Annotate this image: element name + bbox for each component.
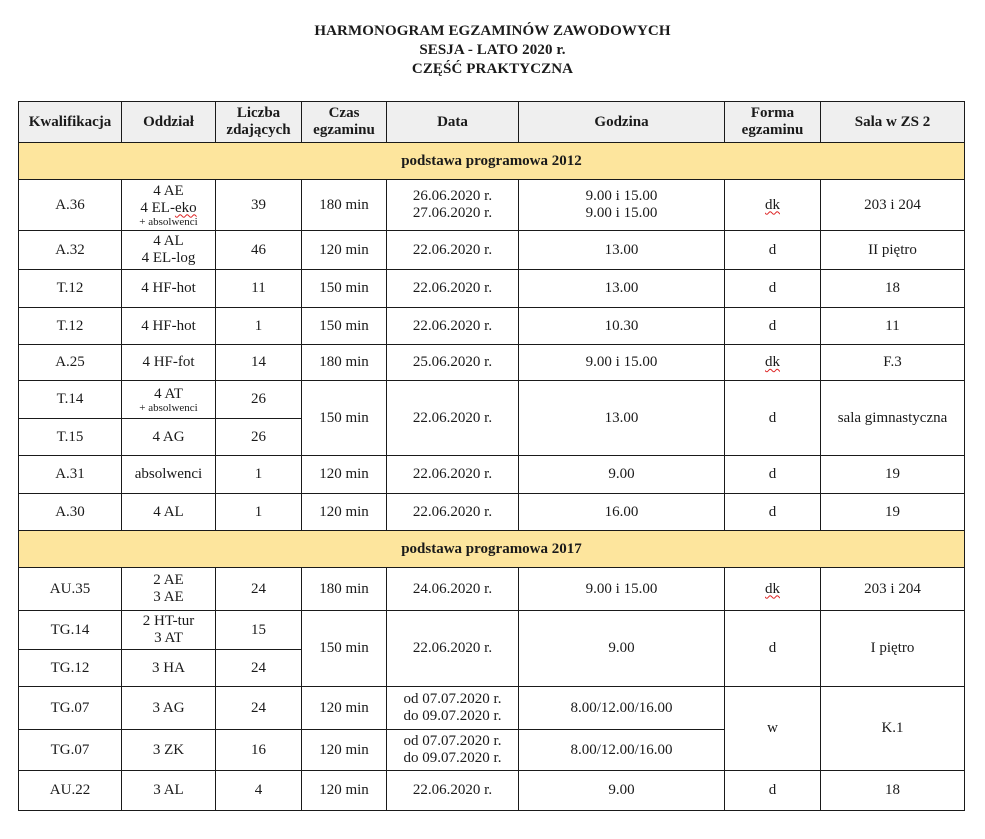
cell-data: 22.06.2020 r. (387, 231, 519, 270)
cell-data: 22.06.2020 r. (387, 456, 519, 494)
cell-godzina (519, 180, 725, 231)
cell-kwalifikacja: TG.07 (19, 730, 122, 771)
cell-oddzial (122, 180, 216, 231)
cell-forma: d (725, 270, 821, 308)
table-row (19, 270, 965, 308)
table-row (19, 345, 965, 381)
oddzial-line: 4 AT (154, 385, 183, 402)
header-text: Liczba (236, 105, 281, 121)
cell-forma: d (725, 231, 821, 270)
section-label: podstawa programowa 2017 (19, 531, 965, 568)
cell-liczba: 1 (216, 494, 302, 531)
table-row (19, 494, 965, 531)
cell-godzina: 8.00/12.00/16.00 (519, 687, 725, 730)
section-band (19, 143, 965, 180)
cell-czas: 150 min (302, 381, 387, 456)
cell-czas: 120 min (302, 456, 387, 494)
cell-liczba: 26 (216, 381, 302, 419)
cell-oddzial (122, 381, 216, 419)
table-row (19, 231, 965, 270)
cell-czas: 120 min (302, 730, 387, 771)
cell-godzina: 9.00 (519, 611, 725, 687)
forma-value: dk (765, 354, 780, 370)
cell-forma (725, 568, 821, 611)
section-band (19, 531, 965, 568)
cell-forma: d (725, 381, 821, 456)
cell-godzina: 13.00 (519, 270, 725, 308)
cell-liczba: 26 (216, 419, 302, 456)
title-line-1: HARMONOGRAM EGZAMINÓW ZAWODOWYCH (314, 23, 671, 39)
header-text: Czas (328, 105, 360, 121)
cell-godzina: 8.00/12.00/16.00 (519, 730, 725, 771)
cell-godzina: 9.00 (519, 771, 725, 811)
cell-kwalifikacja: T.12 (19, 270, 122, 308)
time-line: 9.00 i 15.00 (585, 205, 658, 221)
cell-liczba: 16 (216, 730, 302, 771)
cell-oddzial (122, 231, 216, 270)
header-text: egzaminu (313, 122, 375, 138)
cell-kwalifikacja: TG.12 (19, 650, 122, 687)
header-czas (302, 102, 387, 143)
cell-data: 22.06.2020 r. (387, 308, 519, 345)
cell-kwalifikacja: TG.07 (19, 687, 122, 730)
cell-forma: d (725, 771, 821, 811)
cell-czas: 120 min (302, 771, 387, 811)
oddzial-line: 3 AT (154, 630, 183, 646)
header-kwalifikacja: Kwalifikacja (19, 102, 122, 143)
cell-oddzial (122, 568, 216, 611)
table-row (19, 381, 965, 419)
table-row (19, 180, 965, 231)
date-line: od 07.07.2020 r. (403, 691, 502, 707)
cell-sala: 11 (821, 308, 965, 345)
header-sala: Sala w ZS 2 (821, 102, 965, 143)
cell-czas: 180 min (302, 180, 387, 231)
header-text: egzaminu (741, 122, 804, 138)
cell-sala: 19 (821, 456, 965, 494)
cell-kwalifikacja: TG.14 (19, 611, 122, 650)
cell-sala: 203 i 204 (821, 568, 965, 611)
cell-liczba: 4 (216, 771, 302, 811)
cell-data: 22.06.2020 r. (387, 381, 519, 456)
cell-data: 22.06.2020 r. (387, 494, 519, 531)
cell-liczba: 1 (216, 308, 302, 345)
cell-kwalifikacja: A.30 (19, 494, 122, 531)
table-row (19, 308, 965, 345)
cell-godzina: 9.00 i 15.00 (519, 345, 725, 381)
cell-sala: K.1 (821, 687, 965, 771)
date-line: do 09.07.2020 r. (403, 708, 502, 724)
cell-oddzial: 4 HF-hot (122, 308, 216, 345)
oddzial-line: 4 AL (153, 233, 184, 249)
header-data: Data (387, 102, 519, 143)
oddzial-line: 2 HT-tur (142, 613, 195, 629)
cell-czas: 180 min (302, 345, 387, 381)
cell-kwalifikacja: A.36 (19, 180, 122, 231)
cell-kwalifikacja: T.14 (19, 381, 122, 419)
cell-oddzial: 3 ZK (122, 730, 216, 771)
table-row (19, 611, 965, 650)
cell-oddzial: 3 HA (122, 650, 216, 687)
cell-forma: d (725, 308, 821, 345)
cell-godzina: 13.00 (519, 231, 725, 270)
cell-kwalifikacja: A.32 (19, 231, 122, 270)
oddzial-note: + absolwenci (139, 215, 198, 228)
cell-liczba: 24 (216, 687, 302, 730)
cell-czas: 150 min (302, 611, 387, 687)
cell-oddzial: 4 AL (122, 494, 216, 531)
cell-oddzial: 3 AL (122, 771, 216, 811)
cell-liczba: 14 (216, 345, 302, 381)
table-row (19, 687, 965, 730)
date-line: od 07.07.2020 r. (403, 733, 502, 749)
oddzial-note: + absolwenci (139, 401, 198, 414)
cell-data (387, 730, 519, 771)
forma-value: dk (765, 580, 780, 597)
cell-sala: I piętro (821, 611, 965, 687)
document-title (0, 22, 985, 79)
cell-forma (725, 180, 821, 231)
table-header-row (19, 102, 965, 143)
cell-czas: 150 min (302, 308, 387, 345)
cell-kwalifikacja: T.15 (19, 419, 122, 456)
cell-sala: II piętro (821, 231, 965, 270)
header-liczba (216, 102, 302, 143)
oddzial-line: 4 AE (153, 182, 184, 199)
cell-liczba: 24 (216, 650, 302, 687)
cell-godzina: 13.00 (519, 381, 725, 456)
cell-oddzial: 4 AG (122, 419, 216, 456)
cell-forma: d (725, 494, 821, 531)
cell-godzina: 9.00 i 15.00 (519, 568, 725, 611)
cell-liczba: 11 (216, 270, 302, 308)
oddzial-line: 4 EL-log (141, 250, 196, 266)
oddzial-line: 4 EL-eko (140, 199, 197, 216)
table-row (19, 771, 965, 811)
date-line: 26.06.2020 r. (412, 188, 493, 204)
cell-liczba: 46 (216, 231, 302, 270)
title-line-3: CZĘŚĆ PRAKTYCZNA (411, 61, 574, 77)
cell-kwalifikacja: AU.35 (19, 568, 122, 611)
header-text: zdających (226, 122, 291, 138)
cell-forma: w (725, 687, 821, 771)
table-row (19, 456, 965, 494)
cell-data (387, 687, 519, 730)
cell-data: 22.06.2020 r. (387, 270, 519, 308)
forma-value: dk (765, 196, 780, 213)
cell-czas: 150 min (302, 270, 387, 308)
oddzial-line: 3 AE (153, 589, 184, 605)
cell-forma (725, 345, 821, 381)
spell-mark: eko (174, 199, 197, 216)
oddzial-line: 2 AE (153, 572, 184, 588)
table-row (19, 568, 965, 611)
cell-godzina: 16.00 (519, 494, 725, 531)
cell-sala: sala gimnastyczna (821, 381, 965, 456)
cell-data: 24.06.2020 r. (387, 568, 519, 611)
cell-sala: 18 (821, 270, 965, 308)
cell-oddzial (122, 611, 216, 650)
cell-czas: 180 min (302, 568, 387, 611)
section-label: podstawa programowa 2012 (19, 143, 965, 180)
cell-kwalifikacja: AU.22 (19, 771, 122, 811)
header-godzina: Godzina (519, 102, 725, 143)
cell-data: 22.06.2020 r. (387, 771, 519, 811)
cell-liczba: 15 (216, 611, 302, 650)
cell-liczba: 1 (216, 456, 302, 494)
cell-czas: 120 min (302, 231, 387, 270)
cell-liczba: 39 (216, 180, 302, 231)
cell-forma: d (725, 611, 821, 687)
header-forma (725, 102, 821, 143)
cell-czas: 120 min (302, 494, 387, 531)
cell-data: 25.06.2020 r. (387, 345, 519, 381)
cell-oddzial: 3 AG (122, 687, 216, 730)
cell-liczba: 24 (216, 568, 302, 611)
cell-oddzial: 4 HF-hot (122, 270, 216, 308)
cell-data: 22.06.2020 r. (387, 611, 519, 687)
header-oddzial: Oddział (122, 102, 216, 143)
cell-godzina: 9.00 (519, 456, 725, 494)
cell-sala: F.3 (821, 345, 965, 381)
date-line: do 09.07.2020 r. (403, 750, 502, 766)
exam-schedule-table (18, 101, 965, 811)
cell-kwalifikacja: A.25 (19, 345, 122, 381)
date-line: 27.06.2020 r. (412, 205, 493, 221)
cell-czas: 120 min (302, 687, 387, 730)
cell-oddzial: absolwenci (122, 456, 216, 494)
cell-sala: 203 i 204 (821, 180, 965, 231)
title-line-2: SESJA - LATO 2020 r. (419, 42, 566, 58)
header-text: Forma (750, 105, 795, 121)
cell-sala: 19 (821, 494, 965, 531)
cell-sala: 18 (821, 771, 965, 811)
cell-kwalifikacja: T.12 (19, 308, 122, 345)
time-line: 9.00 i 15.00 (585, 188, 658, 204)
cell-kwalifikacja: A.31 (19, 456, 122, 494)
cell-forma: d (725, 456, 821, 494)
cell-oddzial: 4 HF-fot (122, 345, 216, 381)
cell-godzina: 10.30 (519, 308, 725, 345)
cell-data (387, 180, 519, 231)
